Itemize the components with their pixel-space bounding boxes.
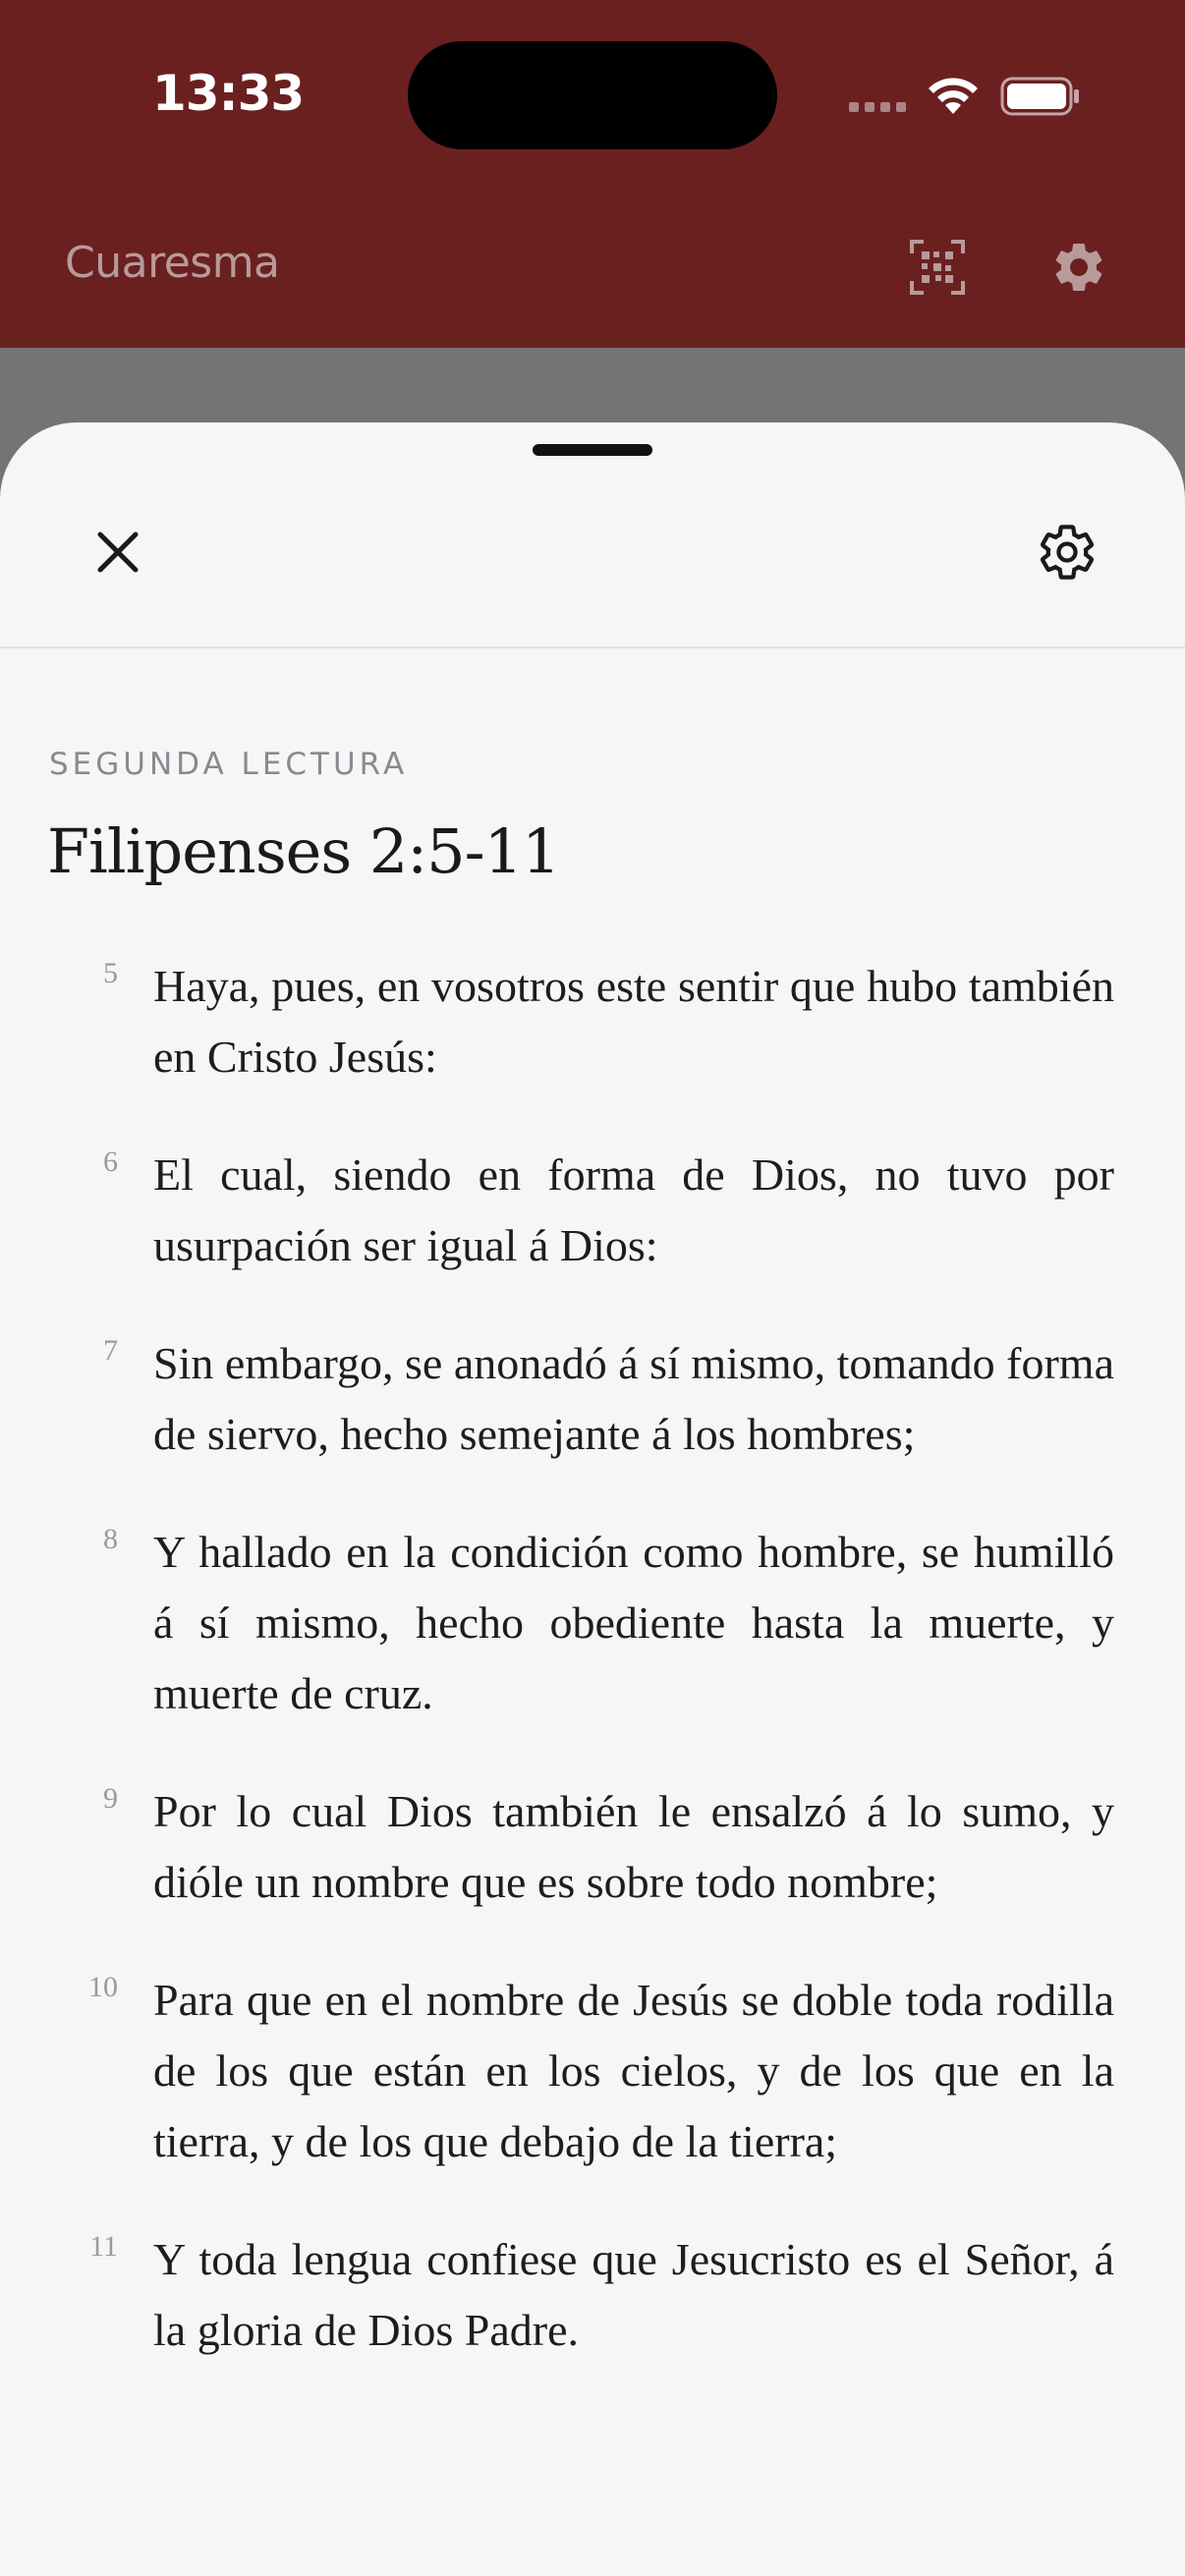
sheet-grabber[interactable] xyxy=(533,444,652,456)
verse-list xyxy=(0,951,1185,2413)
verse-item xyxy=(0,2224,1185,2366)
wifi-icon xyxy=(926,75,981,118)
qr-code-icon[interactable] xyxy=(908,238,967,297)
gear-icon[interactable] xyxy=(1036,521,1099,584)
section-label: SEGUNDA LECTURA xyxy=(49,747,409,782)
verse-item xyxy=(0,951,1185,1092)
reading-sheet xyxy=(0,422,1185,2576)
header-divider xyxy=(0,646,1185,648)
dynamic-island xyxy=(408,41,777,149)
verse-text: Para que en el nombre de Jesús se doble toda rodilla de los que están en los cielos, y de los que en la tierra, y de los que debajo de la tierra; xyxy=(153,1975,1114,2166)
cellular-signal-icon xyxy=(849,102,908,114)
app-title: Cuaresma xyxy=(65,238,280,288)
verse-text: Haya, pues, en vosotros este sentir que hubo también en Cristo Jesús: xyxy=(153,961,1114,1082)
verse-text: Y hallado en la condición como hombre, se humilló á sí mismo, hecho obediente hasta la muerte, y muerte de cruz. xyxy=(153,1527,1114,1718)
verse-item xyxy=(0,1965,1185,2177)
app-bar xyxy=(0,187,1185,348)
verse-number: 6 xyxy=(103,1146,118,1178)
verse-text: Sin embargo, se anonadó á sí mismo, tomando forma de siervo, hecho semejante á los hombres; xyxy=(153,1338,1114,1459)
verse-number: 10 xyxy=(88,1971,118,2003)
reading-reference: Filipenses 2:5-11 xyxy=(47,815,560,887)
verse-number: 5 xyxy=(103,957,118,989)
verse-number: 8 xyxy=(103,1523,118,1555)
verse-item xyxy=(0,1776,1185,1918)
battery-icon xyxy=(1000,77,1081,116)
verse-text: El cual, siendo en forma de Dios, no tuvo por usurpación ser igual á Dios: xyxy=(153,1149,1114,1270)
status-time: 13:33 xyxy=(152,65,305,122)
verse-item xyxy=(0,1328,1185,1470)
verse-text: Y toda lengua confiese que Jesucristo es el Señor, á la gloria de Dios Padre. xyxy=(153,2234,1114,2355)
close-icon[interactable] xyxy=(86,521,149,584)
verse-text: Por lo cual Dios también le ensalzó á lo sumo, y dióle un nombre que es sobre todo nombre; xyxy=(153,1786,1114,1907)
verse-number: 11 xyxy=(89,2230,118,2263)
verse-number: 9 xyxy=(103,1782,118,1815)
status-bar xyxy=(0,0,1185,187)
verse-item xyxy=(0,1140,1185,1281)
gear-icon[interactable] xyxy=(1049,238,1108,297)
verse-item xyxy=(0,1517,1185,1729)
verse-number: 7 xyxy=(103,1334,118,1367)
